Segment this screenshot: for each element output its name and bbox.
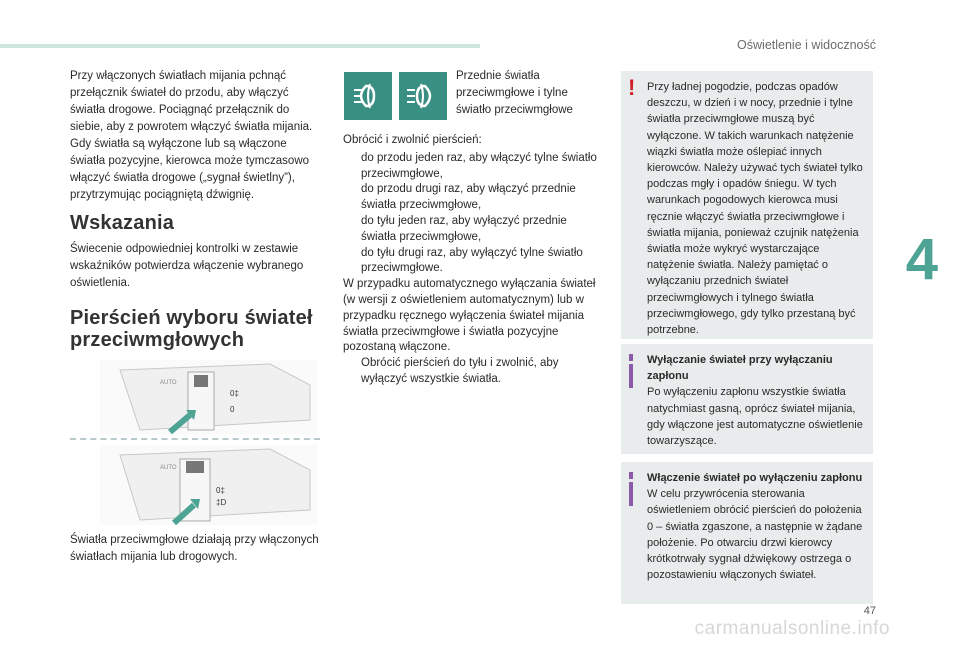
high-beam-paragraph: Przy włączonych światłach mijania pchnąć przełącznik świateł do przodu, aby włączyć światła drogowe. Pociągnąć przełącznik do siebie, aby z powrotem włączyć światła mijania. (70, 70, 313, 133)
section-title: Oświetlenie i widoczność (737, 38, 876, 52)
stalk-illustration-top (100, 360, 318, 435)
info-icon (627, 354, 635, 388)
chapter-number: 4 (905, 227, 938, 292)
info-title: Wyłączanie świateł przy wyłączaniu zapłonu (647, 354, 833, 383)
fog-icons (344, 72, 450, 125)
bullet-icon (343, 182, 361, 214)
fog-icons-label: Przednie światła przeciwmgłowe i tylne światło przeciwmgłowe (456, 70, 573, 116)
bullet-icon (343, 214, 361, 246)
svg-text:0: 0 (230, 405, 235, 414)
watermark: carmanualsonline.info (694, 618, 890, 639)
warning-text: Przy ładnej pogodzie, podczas opadów deszczu, w dzień i w nocy, przednie i tylne światła przeciwmgłowe muszą być wyłączone. W takich warunkach natężenie wiązki światła może oślepiać innych kierowców. Należy używać tych świateł tylko podczas mgły i opadów śniegu. W tych warunkach pogodowych kierowca musi ręcznie włączyć światła przeciwmgłowe i światła mijania, ponieważ czujnik natężenia światła może wykryć wystarczające natężenie światła. Należy pamiętać o wyłączaniu przednich świateł przeciwmgłowych i tylnego światła przeciwmgłowego, gdy tylko przestaną być potrzebne. (647, 81, 863, 337)
bullet-icon (343, 246, 361, 278)
heading-indications: Wskazania (70, 212, 175, 234)
info-icon (627, 472, 635, 506)
svg-text:0‡: 0‡ (216, 486, 225, 495)
list-item: do tyłu jeden raz, aby wyłączyć przednie światła przeciwmgłowe, (343, 214, 603, 246)
fog-ring-list (343, 133, 603, 388)
warning-icon: ! (628, 75, 636, 100)
divider (70, 438, 320, 440)
auto-paragraph: W przypadku automatycznego wyłączania świateł (w wersji z oświetleniem automatycznym) lub w przypadku ręcznego wyłączenia świateł mijania światła przeciwmgłowe i światła pozycyjne pozostaną włączone. (343, 278, 596, 354)
list-item: do tyłu drugi raz, aby wyłączyć tylne światło przeciwmgłowe. (343, 246, 603, 278)
stalk-illustration-bottom (100, 445, 318, 525)
list-item: do przodu drugi raz, aby włączyć przednie światła przeciwmgłowe, (343, 182, 603, 214)
heading-fog-ring-line2: przeciwmgłowych (70, 329, 245, 351)
flash-paragraph: Gdy światła są wyłączone lub są włączone światła pozycyjne, kierowca może tymczasowo włączyć światła drogowe („sygnał świetlny”), przytrzymując pociągniętą dźwignię. (70, 138, 310, 201)
info-box-ignition-on (621, 462, 873, 604)
svg-text:‡D: ‡D (216, 498, 227, 507)
heading-fog-ring-line1: Pierścień wyboru świateł (70, 307, 313, 329)
fog-caption: Światła przeciwmgłowe działają przy włączonych światłach mijania lub drogowych. (70, 534, 319, 563)
info-body: W celu przywrócenia sterowania oświetleniem obrócić pierścień do położenia 0 – światła zgaszone, a następnie w żądane położenie. Po otwarciu drzwi kierowcy krótkotrwały sygnał dźwiękowy ostrzega o pozostawieniu włączonych świateł. (647, 488, 863, 582)
list-intro: Obrócić i zwolnić pierścień: (343, 134, 482, 146)
front-fog-light-icon (344, 72, 392, 120)
bullet-icon (343, 151, 361, 183)
rear-fog-light-icon (399, 72, 447, 120)
svg-text:AUTO: AUTO (160, 465, 177, 471)
list-item: do przodu jeden raz, aby włączyć tylne światło przeciwmgłowe, (343, 151, 603, 183)
svg-text:AUTO: AUTO (160, 380, 177, 386)
header-bar (0, 44, 480, 48)
svg-text:0‡: 0‡ (230, 389, 239, 398)
indications-paragraph: Świecenie odpowiedniej kontrolki w zestawie wskaźników potwierdza włączenie wybranego oświetlenia. (70, 243, 304, 289)
info-title: Włączenie świateł po wyłączeniu zapłonu (647, 472, 863, 484)
page-number: 47 (863, 605, 876, 617)
list-item: Obrócić pierścień do tyłu i zwolnić, aby wyłączyć wszystkie światła. (343, 356, 603, 388)
bullet-icon (343, 356, 361, 388)
warning-box (621, 71, 873, 339)
info-box-ignition-off (621, 344, 873, 454)
info-body: Po wyłączeniu zapłonu wszystkie światła natychmiast gasną, oprócz świateł mijania, gdy włączone jest automatyczne oświetlenie towarzyszące. (647, 386, 863, 448)
